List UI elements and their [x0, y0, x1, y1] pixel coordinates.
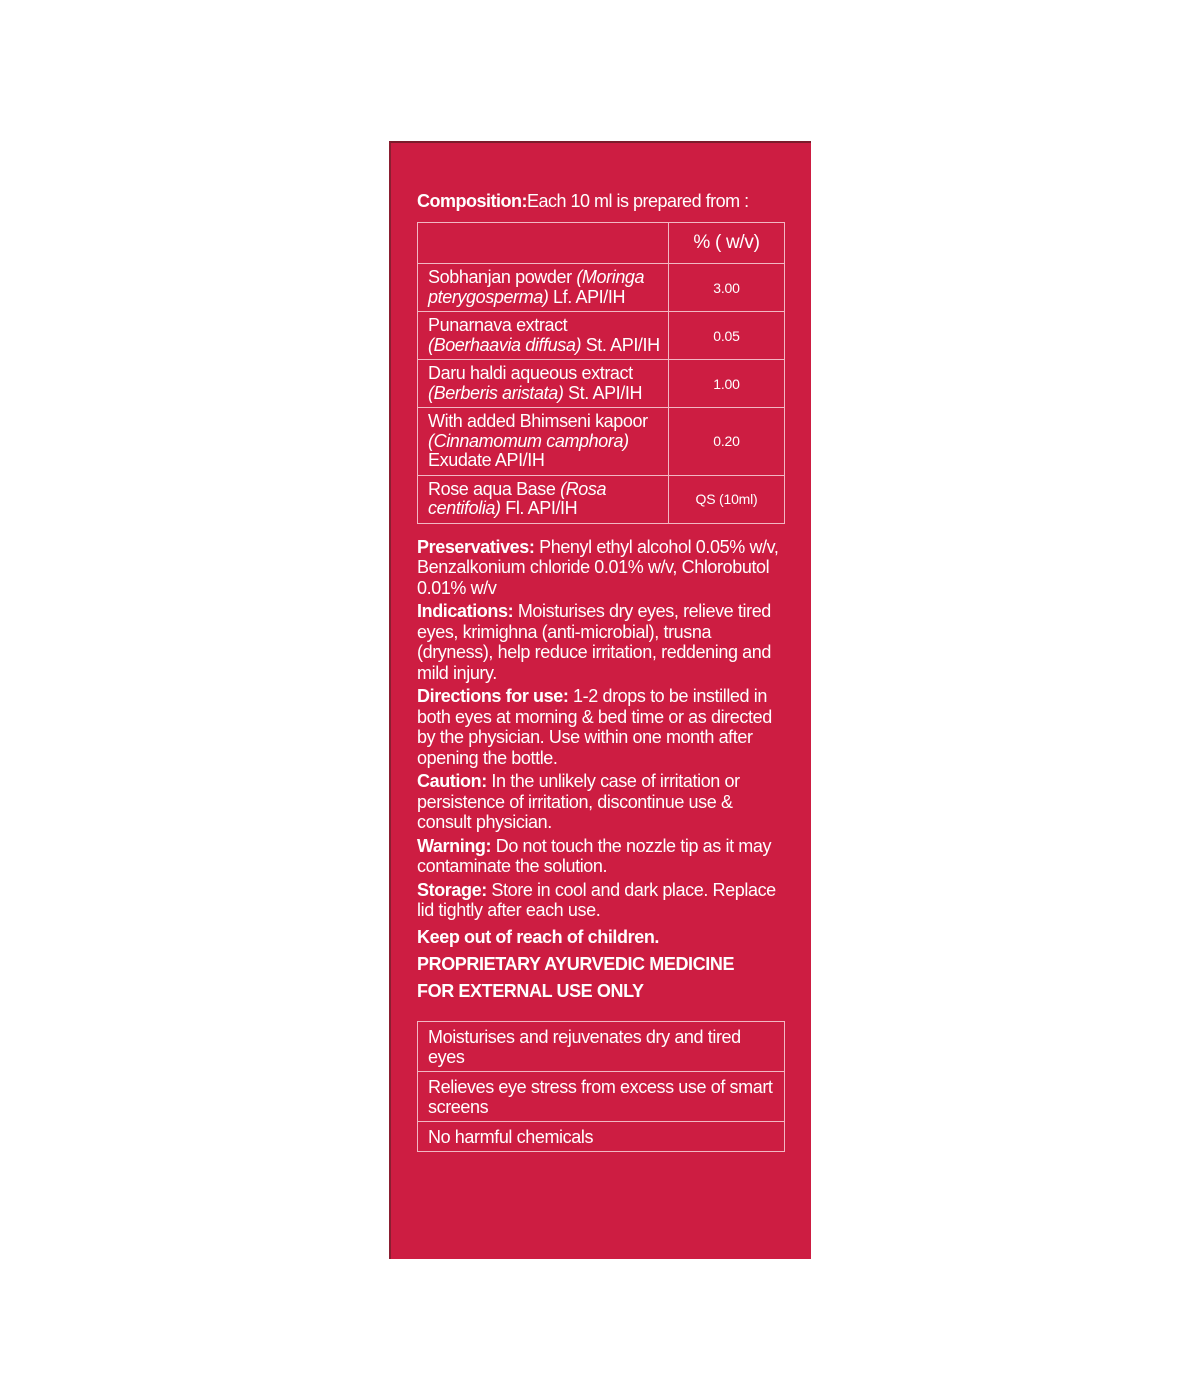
caution-section [417, 771, 785, 833]
ingredient-text: Sobhanjan powder [428, 267, 577, 287]
ingredient-botanical-name: (Berberis aristata) [428, 382, 564, 403]
indications-section [417, 601, 785, 683]
warning-text: Do not touch the nozzle tip as it may contaminate the solution. [417, 835, 772, 876]
proprietary-notice: PROPRIETARY AYURVEDIC MEDICINE [417, 953, 735, 974]
ingredient-name [418, 408, 669, 476]
ingredient-name [418, 312, 669, 360]
ingredient-row [418, 408, 785, 476]
ingredient-name [418, 475, 669, 523]
composition-table [417, 222, 785, 524]
ingredient-text: St. API/IH [563, 382, 643, 403]
ingredient-text: With added Bhimseni kapoor [428, 411, 648, 431]
ingredient-botanical-name: (Moringa pterygosperma) [428, 267, 645, 307]
claims-table [417, 1021, 785, 1152]
ingredient-percent: 0.20 [669, 408, 785, 476]
claim-item: Relieves eye stress from excess use of smart screens [418, 1071, 785, 1121]
ingredient-text: Fl. API/IH [500, 498, 578, 518]
ingredient-percent: 0.05 [669, 312, 785, 360]
storage-text: Store in cool and dark place. Replace lid tightly after each use. [417, 879, 776, 920]
composition-text: Each 10 ml is prepared from : [526, 191, 749, 211]
keep-out-notice: Keep out of reach of children. [417, 926, 660, 947]
storage-section [417, 880, 785, 921]
ingredient-row [418, 360, 785, 408]
caution-text: In the unlikely case of irritation or persistence of irritation, discontinue use & consult physician. [417, 771, 740, 832]
ingredient-row [418, 312, 785, 360]
ingredient-text: Exudate API/IH [428, 450, 545, 470]
ingredient-row [418, 264, 785, 312]
ingredient-text: Lf. API/IH [548, 286, 626, 307]
caution-label: Caution: [417, 771, 487, 791]
preservatives-text: Phenyl ethyl alcohol 0.05% w/v, Benzalkonium chloride 0.01% w/v, Chlorobutol 0.01% w/v [417, 536, 779, 598]
ingredient-botanical-name: (Rosa centifolia) [428, 478, 607, 518]
composition-rows [418, 264, 785, 524]
ingredient-percent: 3.00 [669, 264, 785, 312]
ingredient-percent: QS (10ml) [669, 475, 785, 523]
ingredient-text: Rose aqua Base [428, 478, 561, 499]
label-content [417, 189, 785, 1152]
preservatives-label: Preservatives: [417, 536, 535, 557]
composition-table-header [418, 223, 785, 264]
indications-label: Indications: [417, 601, 514, 621]
composition-heading [417, 189, 785, 213]
ingredient-row [418, 475, 785, 523]
storage-label: Storage: [417, 879, 487, 900]
indications-text: Moisturises dry eyes, relieve tired eyes, krimighna (anti-microbial), trusna (dryness), help reduce irritation, reddening and mild injury. [417, 601, 772, 683]
directions-label: Directions for use: [417, 686, 569, 706]
directions-text: 1-2 drops to be instilled in both eyes at morning & bed time or as directed by the physician. Use within one month after opening the bottle. [417, 686, 772, 768]
product-label-panel [389, 141, 811, 1259]
composition-label: Composition: [417, 191, 527, 211]
warning-section [417, 836, 785, 877]
claim-item: Moisturises and rejuvenates dry and tired eyes [418, 1021, 785, 1071]
ingredient-botanical-name: (Cinnamomum camphora) [428, 430, 629, 451]
preservatives-section [417, 537, 785, 599]
ingredient-name [418, 360, 669, 408]
warning-label: Warning: [417, 835, 492, 856]
ingredient-text: St. API/IH [581, 334, 660, 355]
ingredient-percent: 1.00 [669, 360, 785, 408]
claim-item: No harmful chemicals [418, 1121, 785, 1151]
ingredient-botanical-name: (Boerhaavia diffusa) [428, 334, 582, 355]
ingredient-text: Daru haldi aqueous extract [428, 363, 633, 383]
directions-section [417, 686, 785, 768]
external-use-notice: FOR EXTERNAL USE ONLY [417, 980, 644, 1001]
header-ingredient-cell [418, 223, 669, 264]
header-percent-cell: % ( w/v) [669, 223, 785, 264]
ingredient-name [418, 264, 669, 312]
ingredient-text: Punarnava extract [428, 315, 568, 335]
